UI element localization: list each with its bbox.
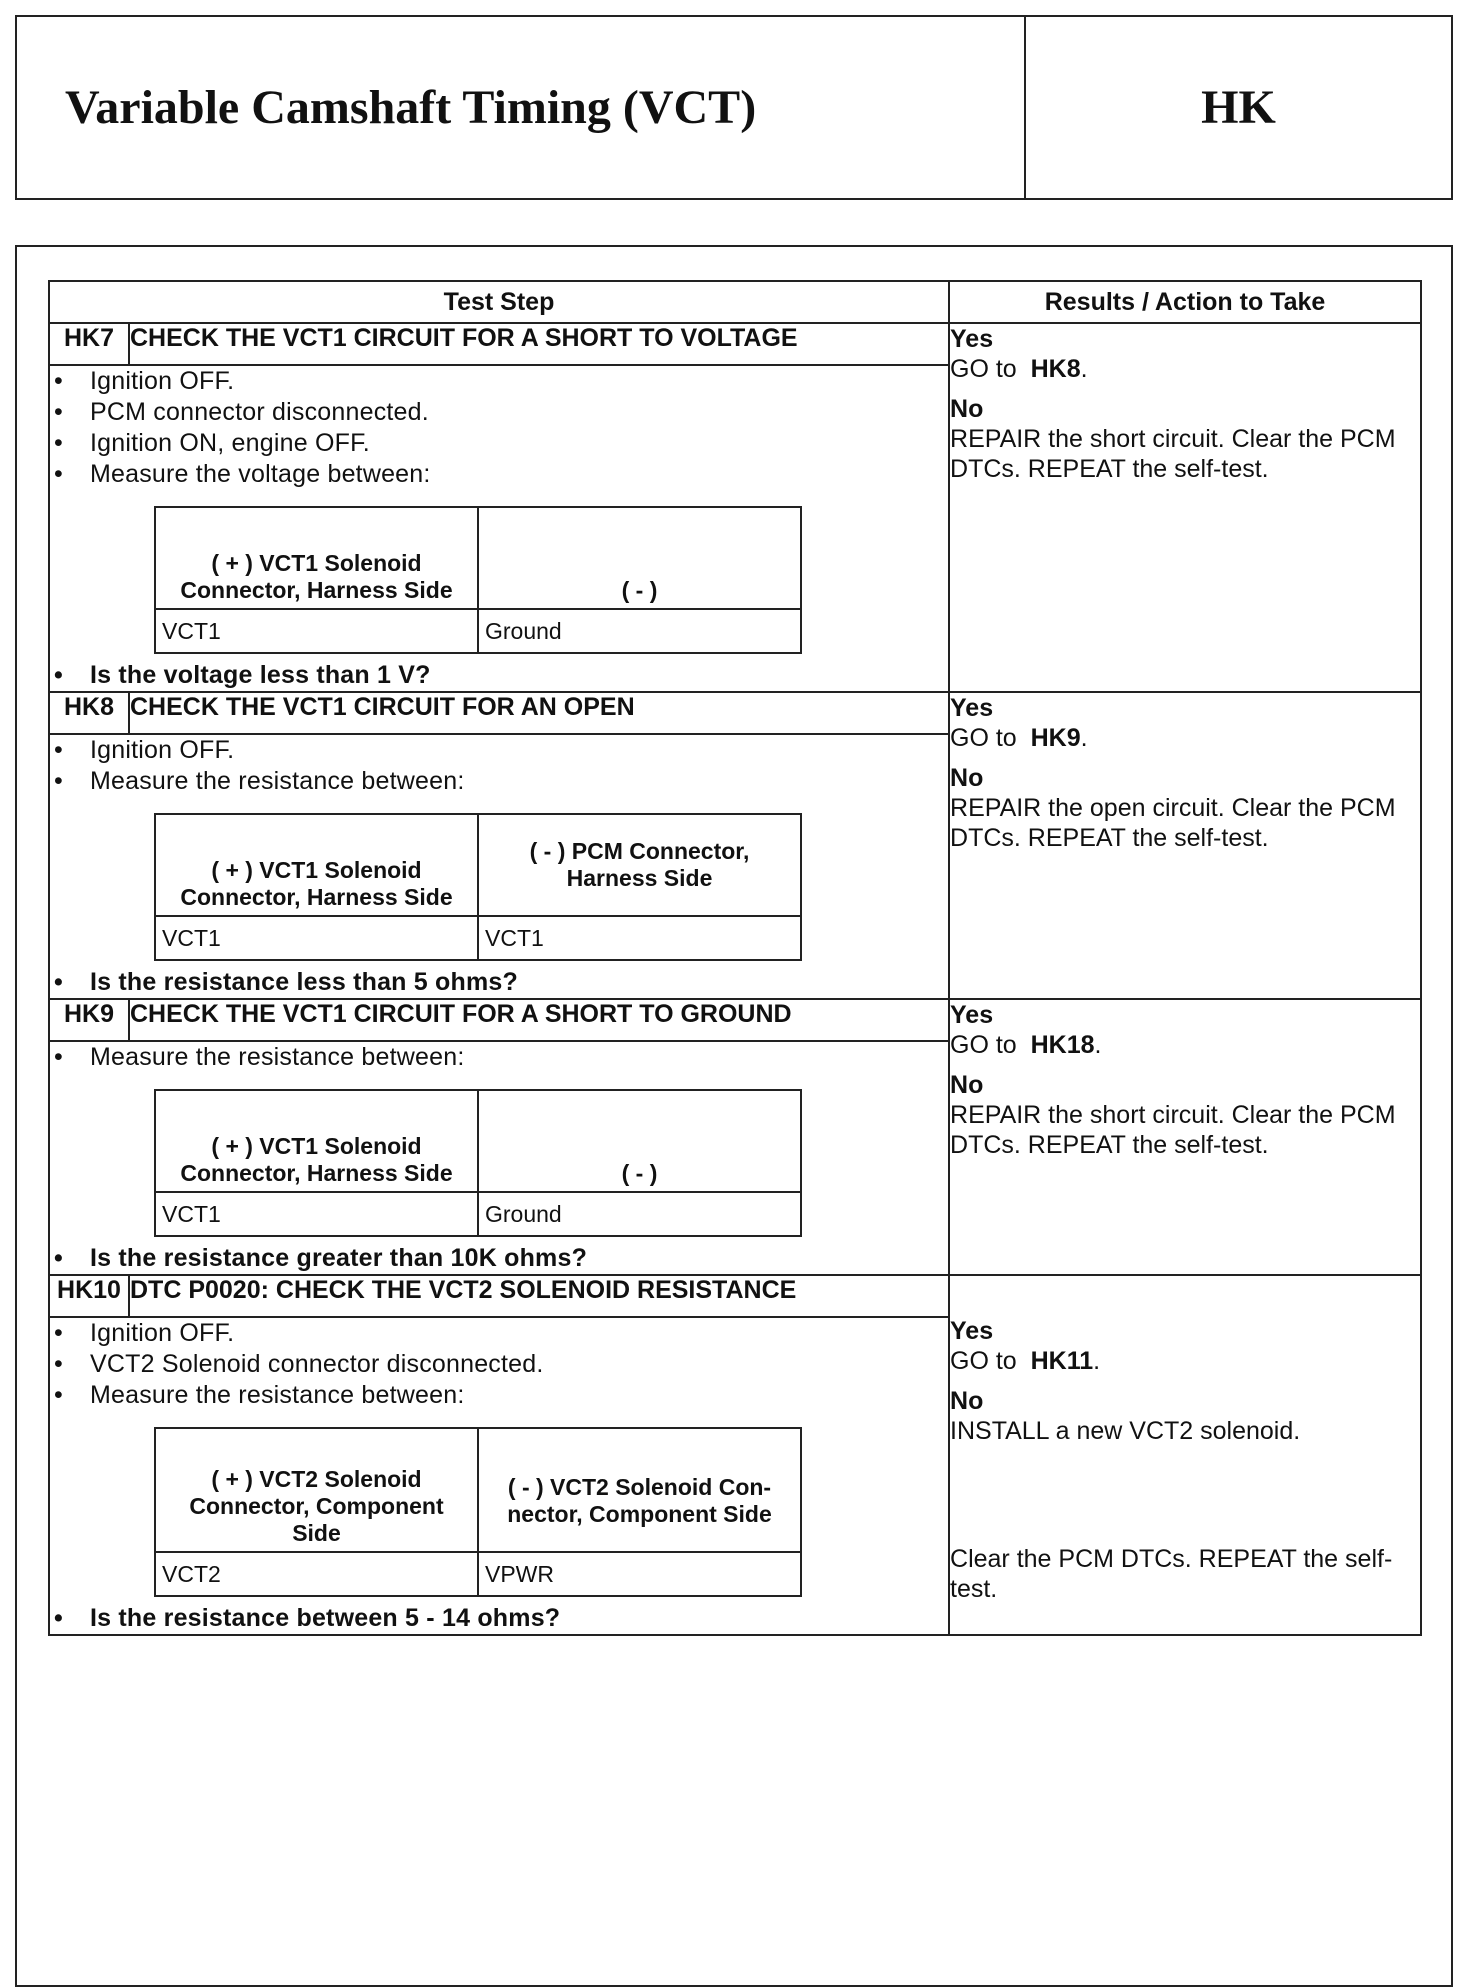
yes-action — [950, 723, 1420, 753]
connector-table — [154, 1089, 802, 1237]
step-result-hk8 — [949, 692, 1421, 999]
connector-table — [154, 1427, 802, 1597]
plus-header: ( + ) VCT1 Solenoid Connector, Harness Side — [155, 507, 478, 609]
no-label: No — [950, 1071, 984, 1099]
step-id: HK7 — [49, 323, 129, 365]
minus-header: ( - ) PCM Connector, Harness Side — [478, 814, 801, 916]
plus-header: ( + ) VCT1 Solenoid Connector, Harness Side — [155, 1090, 478, 1192]
minus-value: Ground — [478, 1192, 801, 1236]
instruction: • Ignition OFF. — [50, 735, 948, 766]
yes-action — [950, 1346, 1420, 1376]
goto-link[interactable]: HK18 — [1030, 1031, 1095, 1059]
step-question-list — [50, 660, 948, 691]
yes-label: Yes — [950, 1001, 994, 1029]
step-question: • Is the resistance between 5 - 14 ohms? — [50, 1603, 948, 1634]
minus-value: Ground — [478, 609, 801, 653]
step-title-row-hk8 — [49, 692, 1421, 734]
connector-table — [154, 813, 802, 961]
yes-prefix: GO to — [950, 1347, 1017, 1375]
test-step-table — [48, 280, 1422, 1636]
step-title: CHECK THE VCT1 CIRCUIT FOR AN OPEN — [129, 692, 949, 734]
yes-label: Yes — [950, 1317, 994, 1345]
minus-header: ( - ) — [478, 507, 801, 609]
plus-header: ( + ) VCT2 Solenoid Connector, Component Side — [155, 1428, 478, 1552]
section-code: HK — [1201, 81, 1276, 134]
yes-prefix: GO to — [950, 1031, 1017, 1059]
step-instructions — [50, 366, 948, 490]
step-title: DTC P0020: CHECK THE VCT2 SOLENOID RESISTANCE — [129, 1275, 949, 1317]
no-action: INSTALL a new VCT2 solenoid. — [950, 1417, 1301, 1445]
step-question: • Is the resistance less than 5 ohms? — [50, 967, 948, 998]
step-question-list — [50, 967, 948, 998]
step-id: HK10 — [49, 1275, 129, 1317]
yes-prefix: GO to — [950, 724, 1017, 752]
step-question-list — [50, 1603, 948, 1634]
instruction: • Measure the resistance between: — [50, 766, 948, 797]
instruction: • Measure the voltage between: — [50, 459, 948, 490]
goto-link[interactable]: HK8 — [1030, 355, 1081, 383]
plus-value: VCT1 — [155, 916, 478, 960]
yes-suffix: . — [1080, 355, 1088, 383]
plus-value: VCT1 — [155, 1192, 478, 1236]
yes-action — [950, 354, 1420, 384]
minus-header: ( - ) VCT2 Solenoid Con-nector, Component Side — [478, 1428, 801, 1552]
step-body — [49, 1041, 949, 1275]
test-step-header: Test Step — [49, 281, 949, 323]
yes-suffix: . — [1080, 724, 1088, 752]
instruction: • Ignition OFF. — [50, 366, 948, 397]
page-title: Variable Camshaft Timing (VCT) — [65, 81, 757, 134]
no-label: No — [950, 764, 984, 792]
yes-label: Yes — [950, 325, 994, 353]
step-result-hk10 — [949, 1275, 1421, 1635]
minus-value: VPWR — [478, 1552, 801, 1596]
no-action: REPAIR the open circuit. Clear the PCM DTCs. REPEAT the self-test. — [950, 794, 1396, 852]
yes-suffix: . — [1093, 1347, 1101, 1375]
instruction: • Measure the resistance between: — [50, 1042, 948, 1073]
yes-prefix: GO to — [950, 355, 1017, 383]
goto-link[interactable]: HK11 — [1030, 1347, 1094, 1375]
page-header — [15, 15, 1453, 200]
step-question: • Is the voltage less than 1 V? — [50, 660, 948, 691]
yes-action — [950, 1030, 1420, 1060]
goto-link[interactable]: HK9 — [1030, 724, 1081, 752]
instruction: • Ignition OFF. — [50, 1318, 948, 1349]
yes-suffix: . — [1094, 1031, 1102, 1059]
result-footer: Clear the PCM DTCs. REPEAT the self-test. — [950, 1545, 1393, 1603]
step-id: HK8 — [49, 692, 129, 734]
step-instructions — [50, 1042, 948, 1073]
instruction: • VCT2 Solenoid connector disconnected. — [50, 1349, 948, 1380]
step-body — [49, 734, 949, 999]
results-header: Results / Action to Take — [949, 281, 1421, 323]
step-body — [49, 1317, 949, 1635]
no-label: No — [950, 395, 984, 423]
step-title: CHECK THE VCT1 CIRCUIT FOR A SHORT TO VOLTAGE — [129, 323, 949, 365]
no-label: No — [950, 1387, 984, 1415]
step-instructions — [50, 1318, 948, 1411]
step-instructions — [50, 735, 948, 797]
step-title-row-hk7 — [49, 323, 1421, 365]
no-action: REPAIR the short circuit. Clear the PCM DTCs. REPEAT the self-test. — [950, 425, 1396, 483]
instruction: • PCM connector disconnected. — [50, 397, 948, 428]
step-question: • Is the resistance greater than 10K ohms? — [50, 1243, 948, 1274]
step-title-row-hk10 — [49, 1275, 1421, 1317]
step-title: CHECK THE VCT1 CIRCUIT FOR A SHORT TO GROUND — [129, 999, 949, 1041]
step-result-hk9 — [949, 999, 1421, 1275]
step-result-hk7 — [949, 323, 1421, 692]
instruction: • Ignition ON, engine OFF. — [50, 428, 948, 459]
connector-table — [154, 506, 802, 654]
table-header-row — [49, 281, 1421, 323]
minus-value: VCT1 — [478, 916, 801, 960]
step-id: HK9 — [49, 999, 129, 1041]
step-body — [49, 365, 949, 692]
plus-header: ( + ) VCT1 Solenoid Connector, Harness Side — [155, 814, 478, 916]
no-action: REPAIR the short circuit. Clear the PCM DTCs. REPEAT the self-test. — [950, 1101, 1396, 1159]
minus-header: ( - ) — [478, 1090, 801, 1192]
step-question-list — [50, 1243, 948, 1274]
step-title-row-hk9 — [49, 999, 1421, 1041]
instruction: • Measure the resistance between: — [50, 1380, 948, 1411]
yes-label: Yes — [950, 694, 994, 722]
plus-value: VCT1 — [155, 609, 478, 653]
plus-value: VCT2 — [155, 1552, 478, 1596]
